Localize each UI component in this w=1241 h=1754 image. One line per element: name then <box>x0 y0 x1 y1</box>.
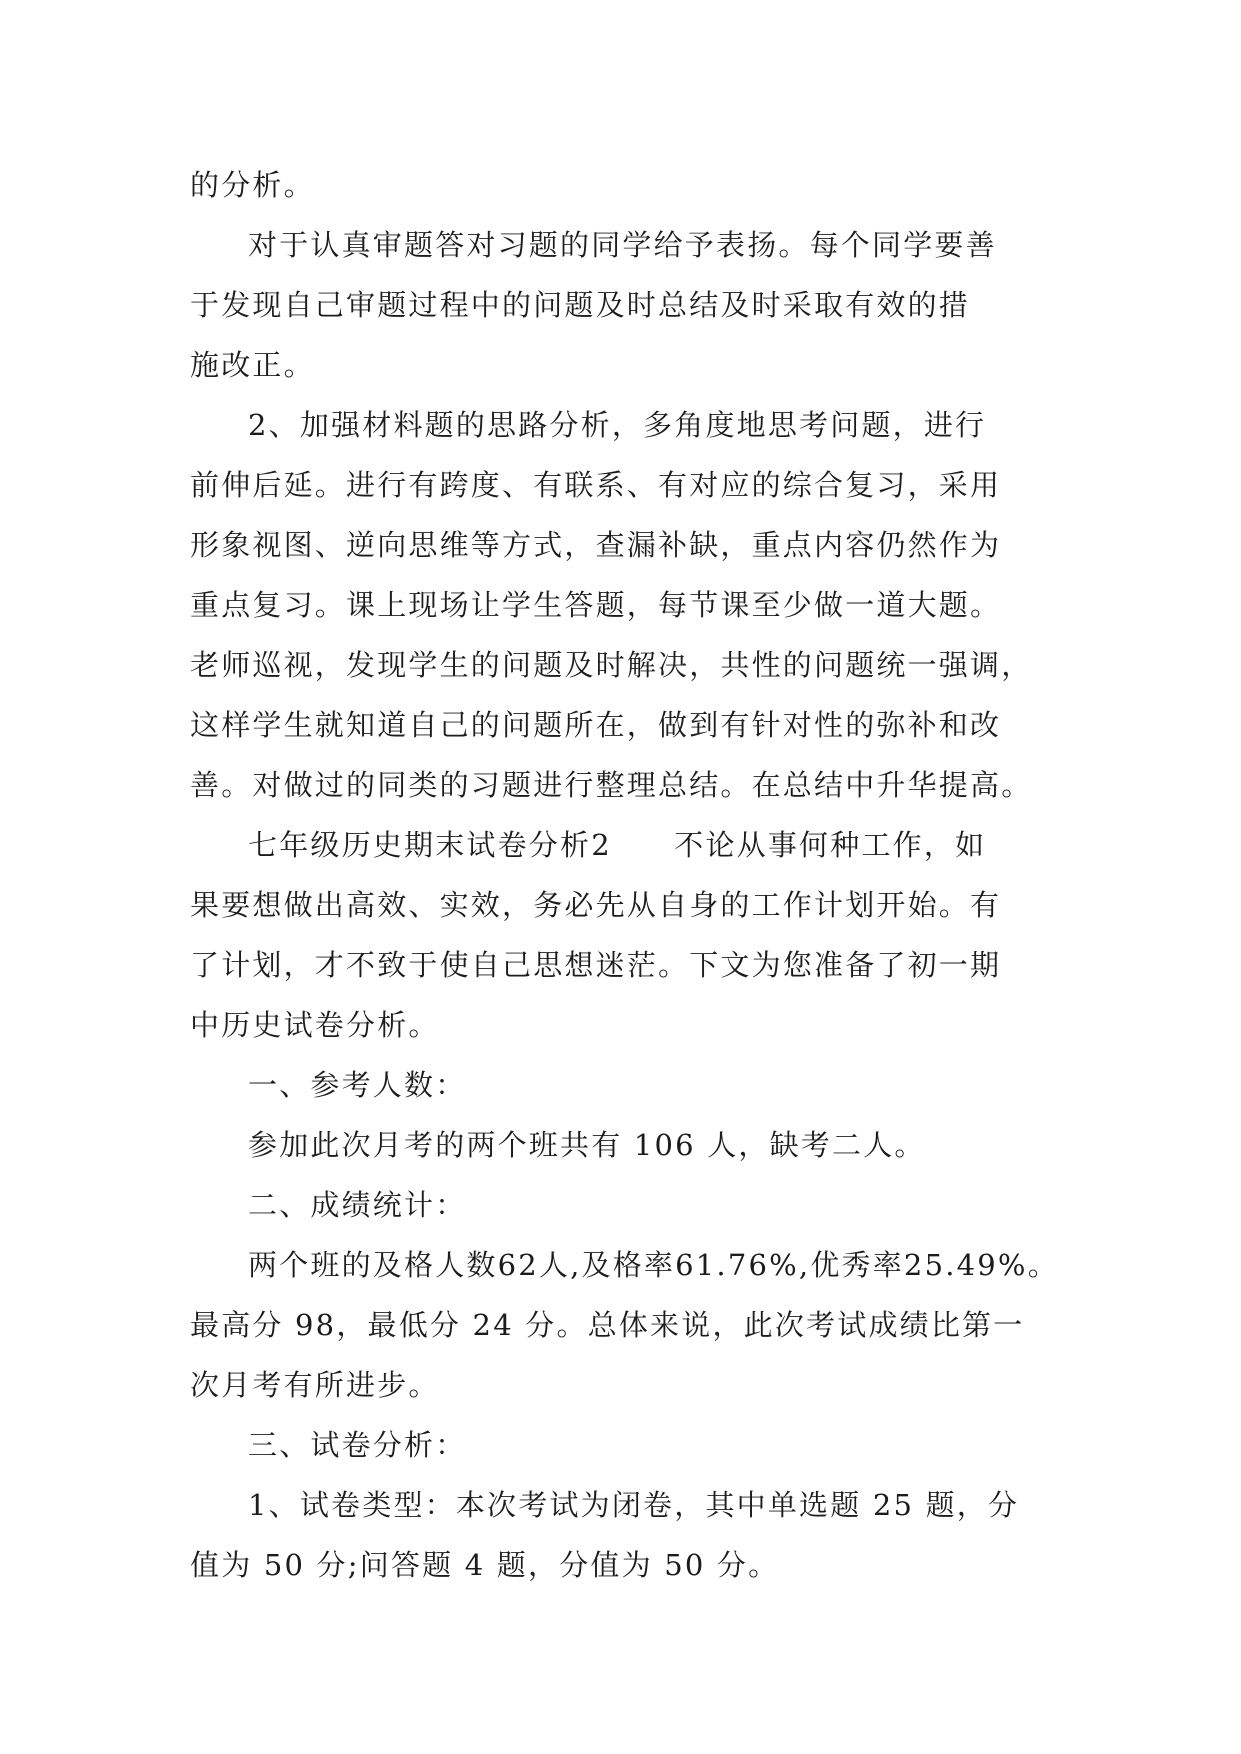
text-line: 两个班的及格人数62人,及格率61.76%,优秀率25.49%。 <box>248 1248 1059 1282</box>
paragraph-statistics <box>190 1235 1060 1415</box>
text-line: 1、试卷类型：本次考试为闭卷，其中单选题 25 题，分 <box>248 1488 1020 1522</box>
text-line: 于发现自己审题过程中的问题及时总结及时采取有效的措 <box>190 288 971 322</box>
paragraph-intro <box>190 815 1060 1055</box>
text-line: 七年级历史期末试卷分析2 不论从事何种工作，如 <box>248 828 987 862</box>
text-line: 一、参考人数： <box>248 1068 467 1102</box>
text-line: 三、试卷分析： <box>248 1428 467 1462</box>
section-heading-paper-analysis <box>190 1415 1060 1475</box>
text-line: 对于认真审题答对习题的同学给予表扬。每个同学要善 <box>248 228 997 262</box>
paragraph-material-analysis <box>190 395 1060 815</box>
text-line: 前伸后延。进行有跨度、有联系、有对应的综合复习，采用 <box>190 468 1002 502</box>
text-line: 最高分 98，最低分 24 分。总体来说，此次考试成绩比第一 <box>190 1308 1025 1342</box>
text-line: 二、成绩统计： <box>248 1188 467 1222</box>
text-line: 2、加强材料题的思路分析，多角度地思考问题，进行 <box>248 408 987 442</box>
text-line: 参加此次月考的两个班共有 106 人，缺考二人。 <box>248 1128 926 1162</box>
text-line: 老师巡视，发现学生的问题及时解决，共性的问题统一强调， <box>190 648 1033 682</box>
text-line: 值为 50 分;问答题 4 题，分值为 50 分。 <box>190 1548 780 1582</box>
section-heading-participants <box>190 1055 1060 1115</box>
paragraph-continuation <box>190 155 1060 215</box>
paragraph-paper-type <box>190 1475 1060 1595</box>
document-body <box>190 155 1060 1595</box>
text-line: 中历史试卷分析。 <box>190 1008 440 1042</box>
paragraph-participants <box>190 1115 1060 1175</box>
text-line: 重点复习。课上现场让学生答题，每节课至少做一道大题。 <box>190 588 1002 622</box>
text-line: 的分析。 <box>190 168 315 202</box>
text-line: 施改正。 <box>190 348 315 382</box>
paragraph-praise <box>190 215 1060 395</box>
text-line: 了计划，才不致于使自己思想迷茫。下文为您准备了初一期 <box>190 948 1002 982</box>
text-line: 形象视图、逆向思维等方式，查漏补缺，重点内容仍然作为 <box>190 528 1002 562</box>
text-line: 这样学生就知道自己的问题所在，做到有针对性的弥补和改 <box>190 708 1002 742</box>
text-line: 果要想做出高效、实效，务必先从自身的工作计划开始。有 <box>190 888 1002 922</box>
section-heading-statistics <box>190 1175 1060 1235</box>
text-line: 次月考有所进步。 <box>190 1368 440 1402</box>
text-line: 善。对做过的同类的习题进行整理总结。在总结中升华提高。 <box>190 768 1033 802</box>
